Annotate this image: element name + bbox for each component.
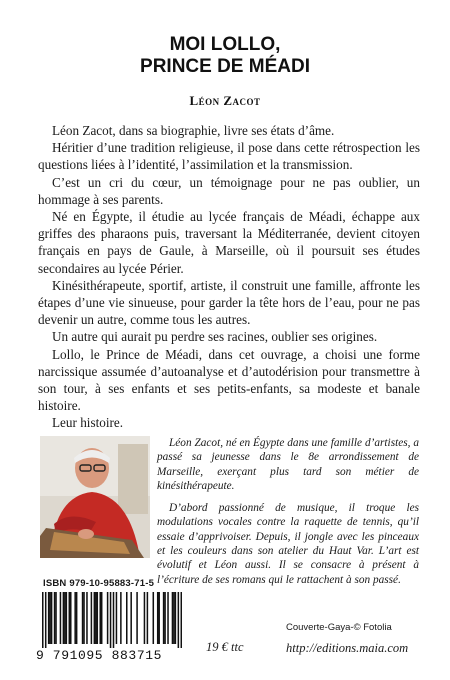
publisher-website-link[interactable]: http://editions.maia.com <box>286 641 409 655</box>
blurb-paragraph: Léon Zacot, dans sa biographie, livre ses états d’âme. <box>52 123 335 138</box>
book-title <box>0 34 450 78</box>
barcode-bar <box>126 592 128 644</box>
barcode-bar <box>175 592 177 644</box>
barcode-bar <box>181 592 182 648</box>
barcode-bar <box>63 592 65 644</box>
barcode-bar <box>130 592 132 644</box>
barcode-bar <box>136 592 138 644</box>
barcode-bar <box>172 592 174 644</box>
barcode <box>42 592 182 648</box>
barcode-bar <box>45 592 47 648</box>
barcode-bar <box>48 592 50 644</box>
barcode-bar <box>94 592 96 644</box>
blurb-paragraph: Un autre qui aurait pu perdre ses racines, oublier ses origines. <box>52 329 378 345</box>
barcode-bar <box>91 592 93 644</box>
barcode-bar <box>163 592 165 644</box>
blurb-paragraph: Leur histoire. <box>52 415 124 431</box>
barcode-bar <box>76 592 78 644</box>
author-portrait-icon <box>40 436 150 558</box>
barcode-bar <box>178 592 180 648</box>
barcode-bar <box>167 592 169 644</box>
barcode-bar <box>147 592 149 644</box>
barcode-bar <box>101 592 103 644</box>
blurb-paragraph: Lollo, le Prince de Méadi, dans cet ouvrage, a choisi une forme narcissique assumée d’autoanalyse et d’autodérision pour transmettre à son tour, à ses enfants et ses petits-enfants, sa modeste et banale histoire. <box>38 346 420 414</box>
barcode-bar <box>110 592 112 648</box>
price-label: 19 € ttc <box>206 640 244 654</box>
barcode-bar <box>99 592 101 644</box>
barcode-bar <box>86 592 88 644</box>
blurb-paragraph: Kinésithérapeute, sportif, artiste, il construit une famille, affronte les étapes d’une vie sinueuse, pour garder la tête hors de l’eau, pour ne pas devenir un autre, comme tous les autres. <box>38 277 420 328</box>
barcode-bar <box>173 592 175 644</box>
back-cover-blurb <box>38 122 420 432</box>
barcode-bar <box>42 592 44 648</box>
barcode-bar <box>164 592 166 644</box>
author-biography <box>157 436 419 587</box>
barcode-bar <box>120 592 122 644</box>
barcode-bar <box>95 592 97 644</box>
barcode-bar <box>69 592 71 644</box>
barcode-bar <box>55 592 57 644</box>
barcode-bar <box>158 592 160 644</box>
barcode-bar <box>113 592 115 648</box>
barcode-bar <box>157 592 159 644</box>
barcode-bar <box>144 592 146 644</box>
barcode-bar <box>97 592 99 644</box>
author-name <box>0 93 450 109</box>
barcode-bar <box>51 592 53 644</box>
barcode-bar <box>83 592 85 644</box>
barcode-bar <box>74 592 76 644</box>
barcode-bar <box>60 592 62 644</box>
barcode-bar <box>64 592 66 644</box>
book-title-line-2: PRINCE DE MÉADI <box>140 56 310 77</box>
barcode-bar <box>153 592 155 644</box>
barcode-bar <box>49 592 51 644</box>
blurb-paragraph: C’est un cri du cœur, un témoignage pour ne pas oublier, un hommage à ses parents. <box>38 174 420 207</box>
blurb-paragraph: Héritier d’une tradition religieuse, il pose dans cette rétrospection les questions liées à l’identité, l’assimilation et la transmission. <box>38 140 420 173</box>
bio-paragraph: Léon Zacot, né en Égypte dans une famille d’artistes, a passé sa jeunesse dans le 8e arrondissement de Marseille, exerçant plus tard son métier de kinésithérapeute. <box>157 437 419 492</box>
book-title-line-1: MOI LOLLO, <box>169 34 281 55</box>
barcode-digits: 9 791095 883715 <box>36 648 163 663</box>
barcode-bar <box>66 592 68 644</box>
barcode-bar <box>82 592 84 644</box>
barcode-bar <box>70 592 72 644</box>
author-portrait <box>40 436 150 558</box>
isbn-label: ISBN 979-10-95883-71-5 <box>43 578 155 589</box>
barcode-bar <box>116 592 118 644</box>
blurb-paragraph: Né en Égypte, il étudie au lycée français de Méadi, échappe aux griffes des pharaons puis, traversant la Méditerranée, devient citoyen français en pays de Gaule, à Marseille, où il poursuit ses études secondaires au lycée Périer. <box>38 209 420 276</box>
cover-credit: Couverte-Gaya-© Fotolia <box>286 622 392 633</box>
barcode-bar <box>54 592 56 644</box>
author-name-text: Léon Zacot <box>189 93 261 108</box>
bio-paragraph: D’abord passionné de musique, il troque les modulations vocales contre la raquette de tennis, qu’il essaie d’apprivoiser. Depuis, il jongle avec les pinceaux et les couleurs dans son atelier du Haut Var. L’art est évolutif et Léon aussi. Il se consacre à présent à l’écriture de ses romans qui le rattachent à son passé. <box>157 502 419 586</box>
barcode-bar <box>107 592 109 644</box>
